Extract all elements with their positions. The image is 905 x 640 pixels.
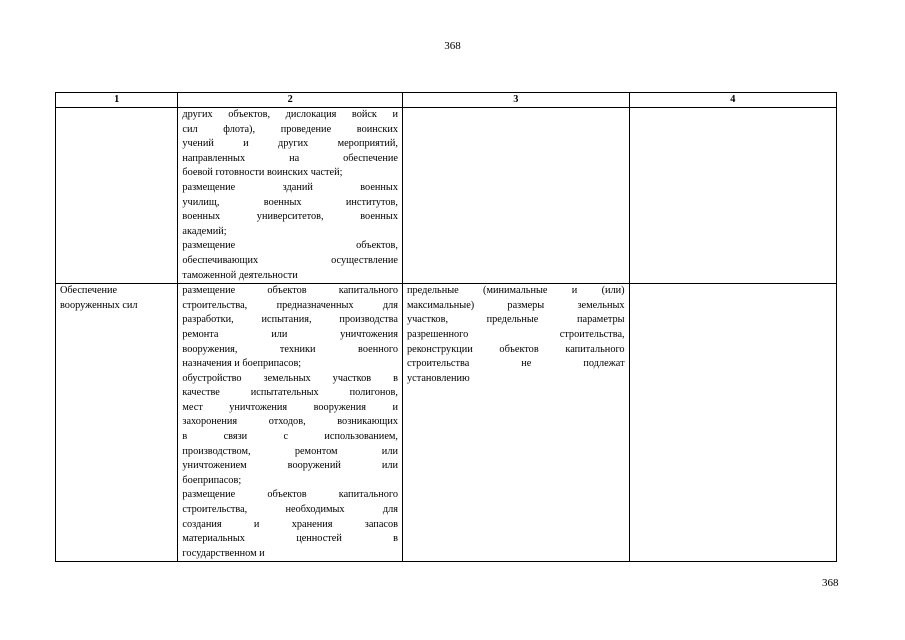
cell-text-line: учений и других мероприятий, (182, 138, 398, 150)
regulation-table (55, 92, 837, 562)
row2-col1-cell (56, 284, 178, 562)
row2-col4-cell (629, 284, 836, 562)
cell-text-line: захоронения отходов, возникающих (182, 416, 398, 428)
row2-col2-cell (178, 284, 403, 562)
cell-text-line: материальных ценностей в (182, 533, 398, 545)
row1-col2-cell (178, 108, 403, 284)
header-col-1: 1 (56, 93, 178, 108)
cell-text-line: мест уничтожения вооружения и (182, 401, 398, 413)
cell-text-line: боеприпасов; (182, 474, 242, 486)
row2-col3-cell (402, 284, 629, 562)
cell-text-line: Обеспечение (60, 285, 118, 297)
cell-text-line: строительства не подлежат (406, 358, 625, 370)
cell-text-line: максимальные) размеры земельных (406, 299, 625, 311)
cell-text-line: реконструкции объектов капитального (406, 343, 625, 355)
row1-col4-cell (629, 108, 836, 284)
cell-text-line: размещение зданий военных (182, 181, 398, 193)
cell-text-line: вооруженных сил (60, 299, 138, 311)
table-row (56, 108, 837, 284)
cell-text-line: училищ, военных институтов, (182, 196, 398, 208)
cell-text-line: строительства, предназначенных для (182, 299, 398, 311)
row1-col3-cell (402, 108, 629, 284)
cell-text-line: установлению (406, 372, 470, 384)
cell-text-line: вооружения, техники военного (182, 343, 398, 355)
table-header-row (56, 93, 837, 108)
cell-text-line: других объектов, дислокация войск и (182, 109, 398, 120)
cell-text-line: размещение объектов капитального (182, 285, 398, 297)
cell-text-line: разрешенного строительства, (406, 328, 625, 340)
cell-text-line: обустройство земельных участков в (182, 372, 398, 384)
cell-text-line: академий; (182, 225, 227, 237)
cell-text-line: разработки, испытания, производства (182, 314, 398, 326)
cell-text-line: государственном и (182, 547, 265, 559)
cell-text-line: сил флота), проведение воинских (182, 123, 398, 135)
cell-text-line: размещение объектов, (182, 240, 398, 252)
cell-text-line: строительства, необходимых для (182, 504, 398, 516)
cell-text-line: качестве испытательных полигонов, (182, 387, 398, 399)
cell-text-line: уничтожением вооружений или (182, 460, 398, 472)
cell-text-line: производством, ремонтом или (182, 445, 398, 457)
cell-text-line: обеспечивающих осуществление (182, 254, 398, 266)
cell-text-line: размещение объектов капитального (182, 489, 398, 501)
page-number-top: 368 (444, 40, 461, 52)
cell-text-line: ремонта или уничтожения (182, 328, 398, 340)
header-col-3: 3 (402, 93, 629, 108)
cell-text-line: создания и хранения запасов (182, 518, 398, 530)
cell-text-line: направленных на обеспечение (182, 152, 398, 164)
header-col-2: 2 (178, 93, 403, 108)
page-number-bottom: 368 (822, 577, 839, 589)
cell-text-line: таможенной деятельности (182, 269, 298, 281)
row1-col1-cell (56, 108, 178, 284)
cell-text-line: боевой готовности воинских частей; (182, 167, 343, 179)
cell-text-line: военных университетов, военных (182, 211, 398, 223)
cell-text-line: предельные (минимальные и (или) (406, 285, 625, 297)
table-row (56, 284, 837, 562)
cell-text-line: назначения и боеприпасов; (182, 358, 302, 370)
cell-text-line: участков, предельные параметры (406, 314, 625, 326)
cell-text-line: в связи с использованием, (182, 431, 398, 443)
header-col-4: 4 (629, 93, 836, 108)
